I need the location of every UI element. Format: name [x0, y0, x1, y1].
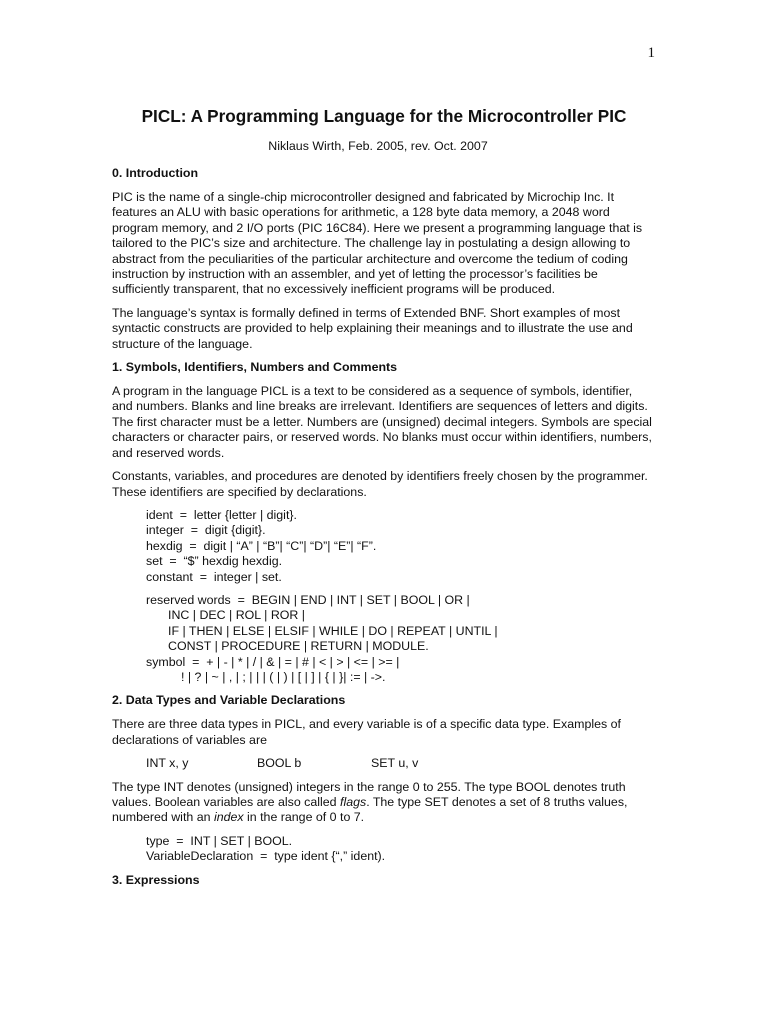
grammar-line: type = INT | SET | BOOL. [146, 833, 293, 848]
grammar-line: integer = digit {digit}. [146, 523, 266, 538]
page-number: 1 [647, 45, 655, 61]
symbols-paragraph-1: A program in the language PICL is a text to be considered as a sequence of symbols, identifier, and numbers. Blanks and line breaks are irrelevant. Identifiers are sequences of letters and digits. The first character must be a letter. Numbers are (unsigned) decimal integers. Symbols are special characters or character pairs, or reserved words. No blanks must occur within identifiers, numbers, and reserved words. [112, 384, 652, 460]
section-heading-data-types: 2. Data Types and Variable Declarations [112, 693, 346, 708]
grammar-line: IF | THEN | ELSE | ELSIF | WHILE | DO | REPEAT | UNTIL | [168, 623, 498, 638]
grammar-line: constant = integer | set. [146, 569, 282, 584]
paper-title: PICL: A Programming Language for the Microcontroller PIC [141, 106, 627, 126]
grammar-reserved-and-symbols [146, 593, 652, 685]
grammar-line: CONST | PROCEDURE | RETURN | MODULE. [168, 639, 429, 654]
datatypes-paragraph-2: The type INT denotes (unsigned) integers in the range 0 to 255. The type BOOL denotes truth values. Boolean variables are also called flags. The type SET denotes a set of 8 truths values, numbered with an index in the range of 0 to 7. [112, 779, 628, 825]
grammar-line: set = “$” hexdig hexdig. [146, 554, 283, 569]
grammar-types [146, 834, 652, 865]
datatypes-paragraph-1: There are three data types in PICL, and every variable is of a specific data type. Examples of declarations of variables are [112, 717, 621, 747]
term-index: index [213, 810, 244, 825]
declaration-examples [146, 756, 652, 771]
section-heading-introduction: 0. Introduction [112, 166, 199, 180]
paper-body [112, 166, 652, 897]
section-heading-expressions: 3. Expressions [112, 872, 200, 887]
intro-paragraph-1: PIC is the name of a single-chip microcontroller designed and fabricated by Microchip Inc. It features an ALU with basic operations for arithmetic, a 128 byte data memory, a 2048 word program memory, and 2 I/O ports (PIC 16C84). Here we present a programming language that is tailored to the PIC’s size and architecture. The challenge lay in postulating a design allowing to abstract from the peculiarities of the particular architecture and overcome the tedium of coding instruction by instruction with an assembler, and yet of letting the processor’s facilities be sufficiently transparent, that no excessively inefficient programs will be produced. [112, 190, 643, 297]
grammar-line: ! | ? | ~ | , | ; | | | ( | ) | [ | ] | { | }| := | ->. [181, 669, 386, 684]
intro-paragraph-2: The language’s syntax is formally defined in terms of Extended BNF. Short examples of most syntactic constructs are provided to help explaining their meanings and to illustrate the use and structure of the language. [112, 305, 633, 351]
grammar-line: reserved words = BEGIN | END | INT | SET | BOOL | OR | [146, 592, 470, 607]
grammar-line: symbol = + | - | * | / | & | = | # | < | > | <= | >= | [146, 654, 400, 669]
section-heading-symbols: 1. Symbols, Identifiers, Numbers and Comments [112, 360, 398, 375]
example-set: SET u, v [371, 756, 419, 771]
author-line: Niklaus Wirth, Feb. 2005, rev. Oct. 2007 [268, 139, 488, 153]
symbols-paragraph-2: Constants, variables, and procedures are denoted by identifiers freely chosen by the programmer. These identifiers are specified by declarations. [112, 469, 648, 499]
example-int: INT x, y [146, 756, 189, 771]
grammar-lexical [146, 508, 652, 585]
grammar-line: hexdig = digit | “A” | “B”| “C”| “D”| “E”| “F”. [146, 538, 377, 553]
grammar-line: ident = letter {letter | digit}. [146, 507, 297, 522]
grammar-line: INC | DEC | ROL | ROR | [168, 608, 306, 623]
term-flags: flags [340, 795, 367, 809]
grammar-line: VariableDeclaration = type ident {“,” ident). [146, 849, 386, 864]
example-bool: BOOL b [257, 756, 302, 771]
